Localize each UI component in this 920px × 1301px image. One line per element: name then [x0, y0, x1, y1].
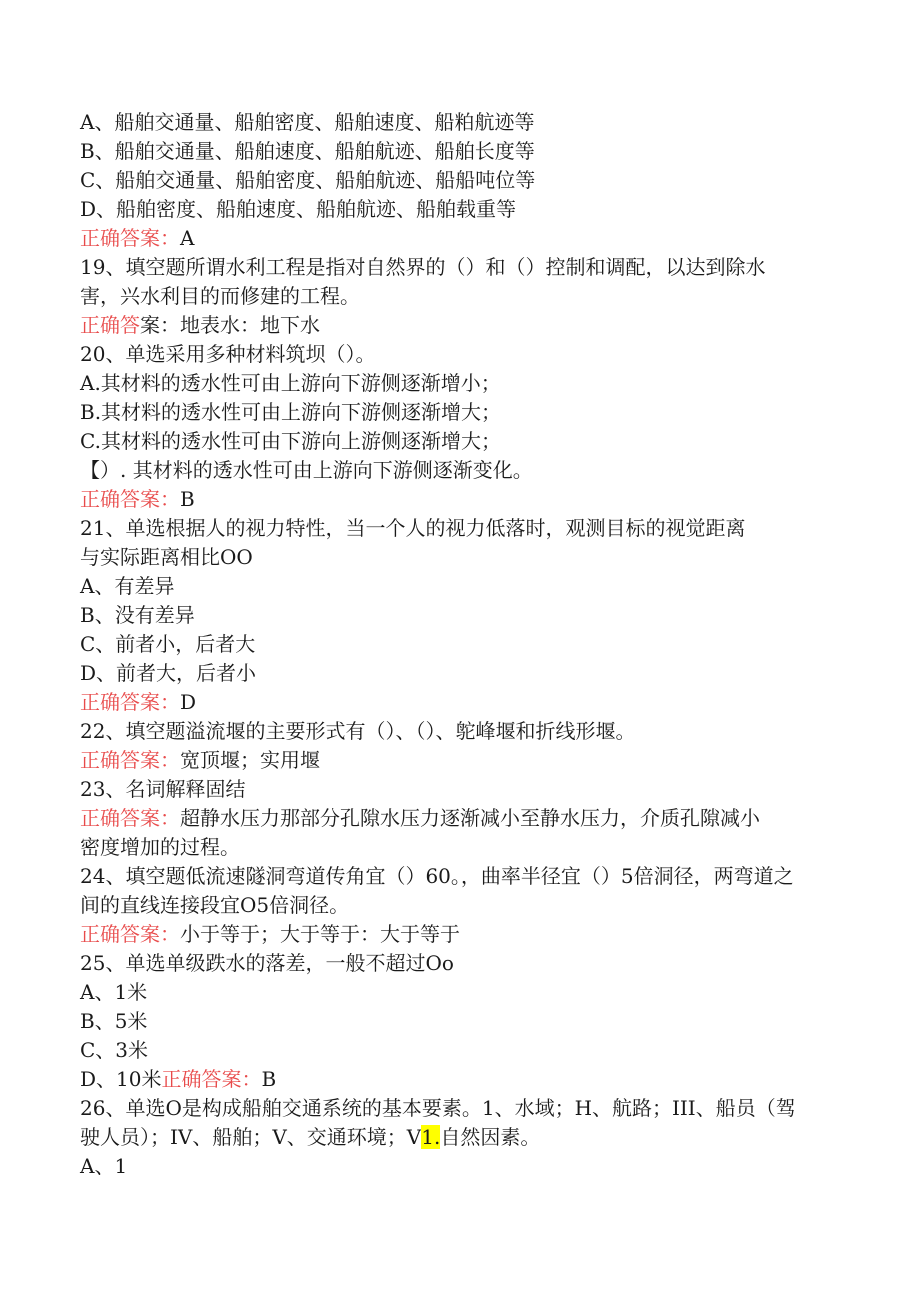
text-line: [80, 340, 840, 369]
text-segment: 害，兴水利目的而修建的工程。: [80, 284, 360, 308]
text-line: [80, 775, 840, 804]
text-segment: 26、单选O是构成船舶交通系统的基本要素。1、水域；H、航路；III、船员（驾: [80, 1096, 796, 1120]
text-segment: 24、填空题低流速隧洞弯道传角宜（）60。，曲率半径宜（）5倍洞径，两弯道之: [80, 864, 794, 888]
text-segment: 宽顶堰；实用堰: [180, 748, 320, 772]
answer-label: 正确答案：: [80, 690, 180, 714]
text-segment: B.其材料的透水性可由上游向下游侧逐渐增大；: [80, 400, 502, 424]
text-segment: 22、填空题溢流堰的主要形式有（）、（）、鸵峰堰和折线形堰。: [80, 719, 636, 743]
text-line: [80, 195, 840, 224]
text-segment: 25、单选单级跌水的落差，一般不超过Oo: [80, 951, 454, 975]
text-segment: A、1米: [80, 980, 148, 1004]
text-line: [80, 833, 840, 862]
text-line: [80, 514, 840, 543]
text-line: [80, 688, 840, 717]
text-line: [80, 1123, 840, 1152]
text-segment: 23、名词解释固结: [80, 777, 246, 801]
text-line: [80, 369, 840, 398]
text-line: [80, 862, 840, 891]
text-line: [80, 282, 840, 311]
text-segment: 21、单选根据人的视力特性，当一个人的视力低落时，观测目标的视觉距离: [80, 516, 746, 540]
text-segment: A: [180, 226, 195, 250]
text-line: [80, 978, 840, 1007]
text-segment: D: [180, 690, 197, 714]
text-segment: 小于等于；大于等于：大于等于: [180, 922, 460, 946]
text-line: [80, 1036, 840, 1065]
text-segment: 自然因素。: [440, 1125, 541, 1149]
text-segment: 密度增加的过程。: [80, 835, 240, 859]
text-segment: B、没有差异: [80, 603, 195, 627]
text-line: [80, 572, 840, 601]
text-segment: B、船舶交通量、船舶速度、船舶航迹、船舶长度等: [80, 139, 535, 163]
text-segment: 【）. 其材料的透水性可由上游向下游侧逐渐变化。: [80, 458, 533, 482]
text-segment: 间的直线连接段宜O5倍洞径。: [80, 893, 350, 917]
text-segment: 驶人员）；IV、船舶；V、交通环境；V: [80, 1125, 422, 1149]
text-segment: 与实际距离相比OO: [80, 545, 253, 569]
text-segment: B: [261, 1067, 277, 1091]
text-segment: B、5米: [80, 1009, 148, 1033]
highlighted-text: 1.: [421, 1125, 441, 1149]
text-segment: A、1: [80, 1154, 128, 1178]
text-segment: D、前者大，后者小: [80, 661, 257, 685]
text-segment: D、10米: [80, 1067, 162, 1091]
text-line: [80, 717, 840, 746]
document-page: [80, 108, 840, 1181]
text-segment: B: [180, 487, 195, 511]
text-line: [80, 427, 840, 456]
answer-label: 正确答案：: [80, 226, 180, 250]
text-line: [80, 1065, 840, 1094]
text-segment: A.其材料的透水性可由上游向下游侧逐渐增小；: [80, 371, 501, 395]
text-segment: A、船舶交通量、船舶密度、船舶速度、船粕航迹等: [80, 110, 535, 134]
text-segment: C、船舶交通量、船舶密度、船舶航迹、船船吨位等: [80, 168, 536, 192]
text-line: [80, 1094, 840, 1123]
text-line: [80, 949, 840, 978]
answer-label: 正确答案：: [80, 487, 180, 511]
text-line: [80, 601, 840, 630]
text-line: [80, 224, 840, 253]
text-segment: 20、单选采用多种材料筑坝（）。: [80, 342, 376, 366]
answer-label: 正确答: [80, 313, 140, 337]
text-line: [80, 659, 840, 688]
answer-label: 正确答案：: [80, 922, 180, 946]
text-segment: C、3米: [80, 1038, 149, 1062]
text-line: [80, 804, 840, 833]
text-segment: 案：地表水：地下水: [140, 313, 320, 337]
text-line: [80, 746, 840, 775]
text-segment: C.其材料的透水性可由下游向上游侧逐渐增大；: [80, 429, 501, 453]
text-line: [80, 920, 840, 949]
text-line: [80, 1152, 840, 1181]
text-segment: 19、填空题所谓水利工程是指对自然界的（）和（）控制和调配，以达到除水: [80, 255, 766, 279]
text-line: [80, 108, 840, 137]
text-segment: C、前者小，后者大: [80, 632, 256, 656]
text-line: [80, 891, 840, 920]
text-line: [80, 1007, 840, 1036]
text-segment: 超静水压力那部分孔隙水压力逐渐减小至静水压力，介质孔隙减小: [180, 806, 760, 830]
text-line: [80, 253, 840, 282]
text-line: [80, 485, 840, 514]
answer-label: 正确答案：: [161, 1067, 262, 1091]
text-line: [80, 311, 840, 340]
answer-label: 正确答案：: [80, 748, 180, 772]
text-line: [80, 456, 840, 485]
text-segment: D、船舶密度、船舶速度、船舶航迹、船舶载重等: [80, 197, 517, 221]
answer-label: 正确答案：: [80, 806, 180, 830]
text-segment: A、有差异: [80, 574, 175, 598]
text-line: [80, 137, 840, 166]
text-line: [80, 166, 840, 195]
text-line: [80, 630, 840, 659]
text-line: [80, 543, 840, 572]
text-line: [80, 398, 840, 427]
